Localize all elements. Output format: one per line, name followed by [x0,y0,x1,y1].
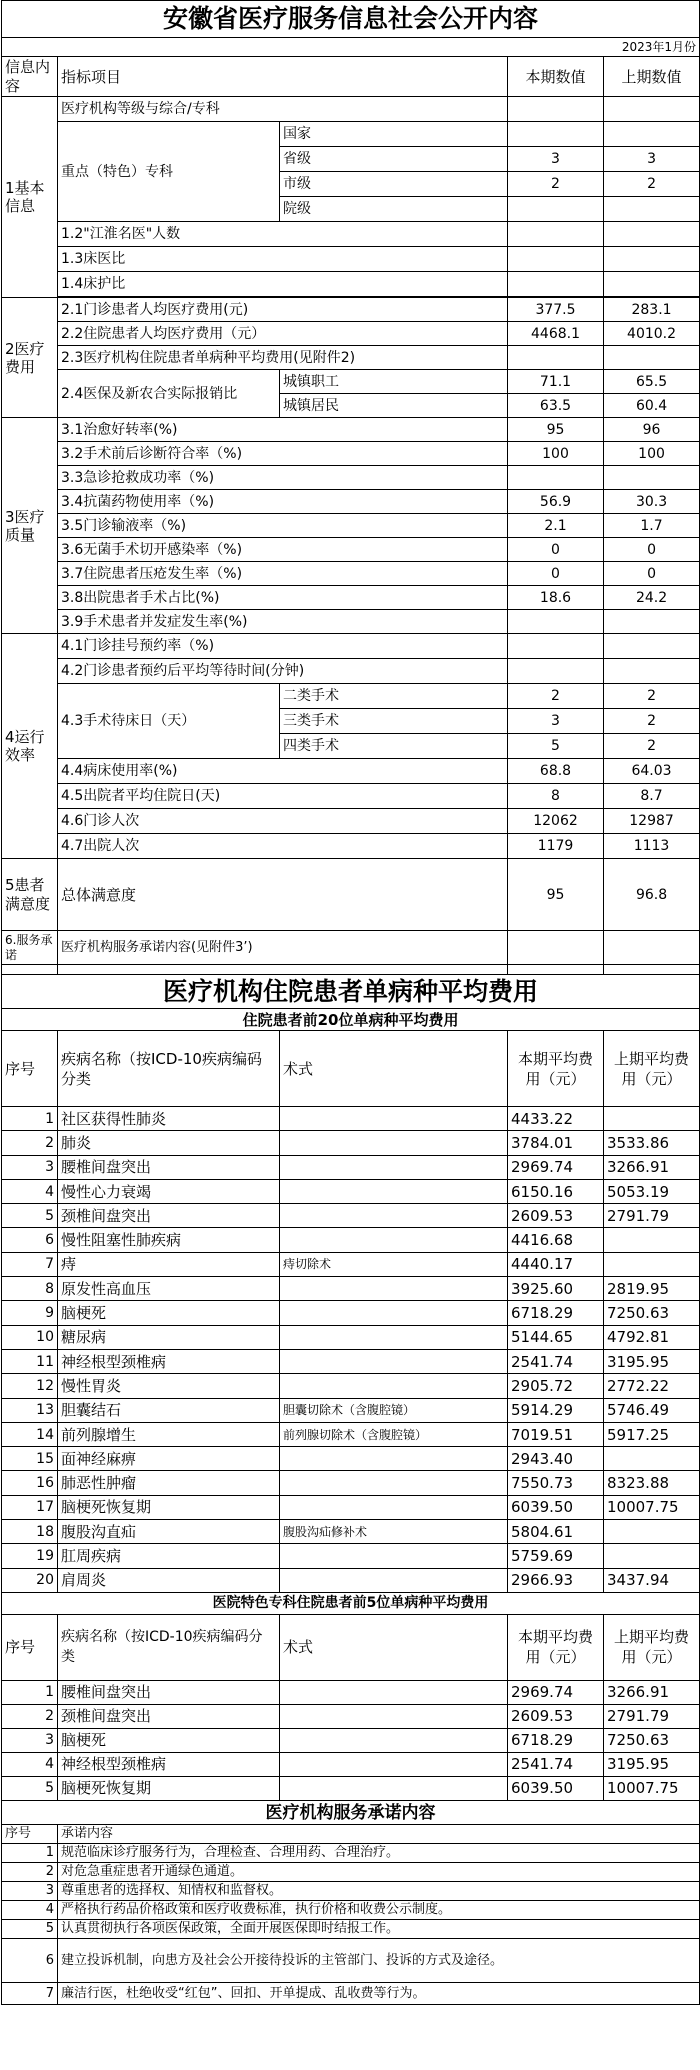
cost-previous: 7250.63 [604,1301,700,1325]
surgery-type [280,1544,508,1568]
value-current: 2.1 [508,514,604,538]
value-current: 63.5 [508,394,604,418]
row-efficiency: 4.6门诊人次 [58,809,508,834]
value-previous: 3 [604,147,700,172]
value-previous: 100 [604,442,700,466]
section-medical-cost: 2医疗费用 [2,298,58,418]
cost-previous: 2772.22 [604,1374,700,1398]
value-previous: 8.7 [604,784,700,809]
col-header-item: 指标项目 [58,57,508,97]
cost-current: 6150.16 [508,1179,604,1203]
cost-current: 2905.72 [508,1374,604,1398]
row-inpatient-cost: 2.2住院患者人均医疗费用（元） [58,322,508,346]
surgery-type [280,1776,508,1800]
row-famous-doctors: 1.2"江淮名医"人数 [58,222,508,247]
surgery-type [280,1728,508,1752]
surgery-type [280,1131,508,1155]
value-previous: 2 [604,172,700,197]
reimburse-type: 城镇居民 [280,394,508,418]
table-row [2,1544,700,1568]
cost-previous: 5053.19 [604,1179,700,1203]
cost-previous: 10007.75 [604,1776,700,1800]
table-row [2,1349,700,1373]
cost-title: 医疗机构住院患者单病种平均费用 [2,975,700,1009]
value-current [508,122,604,147]
col-header-previous: 上期数值 [604,57,700,97]
col-header-surgery: 术式 [280,1031,508,1107]
row-quality: 3.1治愈好转率(%) [58,418,508,442]
row-no: 15 [2,1447,58,1471]
value-previous: 12987 [604,809,700,834]
promise-no: 4 [2,1901,58,1920]
row-no: 11 [2,1349,58,1373]
row-no: 1 [2,1680,58,1704]
level-name: 省级 [280,147,508,172]
row-no: 2 [2,1131,58,1155]
col-header-no: 序号 [2,1614,58,1680]
row-level: 医疗机构等级与综合/专科 [58,97,508,122]
table-row [2,1728,700,1752]
disease-name: 脑梗死 [58,1728,280,1752]
row-no: 14 [2,1422,58,1446]
surgery-type [280,1680,508,1704]
section-satisfaction: 5患者满意度 [2,859,58,931]
row-quality: 3.9手术患者并发症发生率(%) [58,610,508,634]
promise-table [1,1801,700,2006]
value-current: 2 [508,172,604,197]
cost-subtitle-specialty: 医院特色专科住院患者前5位单病种平均费用 [2,1592,700,1614]
disease-name: 面神经麻痹 [58,1447,280,1471]
table-row [2,1422,700,1446]
section-basic-info: 1基本信息 [2,97,58,298]
table-row [2,1520,700,1544]
surgery-type: 胆囊切除术（含腹腔镜） [280,1398,508,1422]
cost-previous: 5917.25 [604,1422,700,1446]
cost-current: 2541.74 [508,1349,604,1373]
row-satisfaction: 总体满意度 [58,859,508,931]
list-item [2,1939,700,1983]
table-row [2,1447,700,1471]
row-quality: 3.6无菌手术切开感染率（%) [58,538,508,562]
cost-current: 4433.22 [508,1107,604,1131]
table-row [2,1374,700,1398]
value-previous [604,610,700,634]
cost-current: 2966.93 [508,1568,604,1592]
row-no: 19 [2,1544,58,1568]
row-no: 1 [2,1107,58,1131]
value-current [508,197,604,222]
row-efficiency: 4.7出院人次 [58,834,508,859]
value-current: 0 [508,562,604,586]
disease-name: 原发性高血压 [58,1277,280,1301]
cost-current: 2609.53 [508,1204,604,1228]
list-item [2,1863,700,1882]
value-previous: 2 [604,734,700,759]
cost-current: 4440.17 [508,1252,604,1276]
row-quality: 3.2手术前后诊断符合率（%) [58,442,508,466]
row-key-specialty: 重点（特色）专科 [58,122,280,222]
cost-current: 3784.01 [508,1131,604,1155]
value-previous: 4010.2 [604,322,700,346]
cost-current: 7019.51 [508,1422,604,1446]
disease-name: 肺炎 [58,1131,280,1155]
value-previous: 0 [604,562,700,586]
cost-previous: 2791.79 [604,1704,700,1728]
value-current: 8 [508,784,604,809]
value-previous: 24.2 [604,586,700,610]
table-row [2,1776,700,1800]
disease-name: 慢性胃炎 [58,1374,280,1398]
page-title: 安徽省医疗服务信息社会公开内容 [2,1,700,38]
row-no: 2 [2,1704,58,1728]
list-item [2,1983,700,2005]
surgery-type [280,1704,508,1728]
row-no: 3 [2,1728,58,1752]
value-previous: 0 [604,538,700,562]
cost-previous: 3266.91 [604,1155,700,1179]
row-quality: 3.7住院患者压疮发生率（%) [58,562,508,586]
value-previous: 1113 [604,834,700,859]
row-bed-nurse-ratio: 1.4床护比 [58,272,508,297]
row-efficiency: 4.4病床使用率(%) [58,759,508,784]
cost-current: 2541.74 [508,1752,604,1776]
cost-previous: 2791.79 [604,1204,700,1228]
value-previous: 96.8 [604,859,700,931]
disease-name: 慢性心力衰竭 [58,1179,280,1203]
value-previous: 283.1 [604,298,700,322]
level-name: 国家 [280,122,508,147]
section-quality: 3医疗质量 [2,418,58,634]
value-current: 18.6 [508,586,604,610]
cost-previous: 3266.91 [604,1680,700,1704]
table-row [2,1398,700,1422]
promise-text: 规范临床诊疗服务行为，合理检查、合理用药、合理治疗。 [58,1844,700,1863]
list-item [2,1844,700,1863]
cost-previous: 3437.94 [604,1568,700,1592]
value-current: 3 [508,147,604,172]
surgery-type: 前列腺切除术（含腹腔镜） [280,1422,508,1446]
surgery-type [280,1301,508,1325]
disease-name: 前列腺增生 [58,1422,280,1446]
cost-previous: 5746.49 [604,1398,700,1422]
row-no: 7 [2,1252,58,1276]
table-row [2,1325,700,1349]
promise-no: 3 [2,1882,58,1901]
cost-current: 4416.68 [508,1228,604,1252]
cost-current: 5144.65 [508,1325,604,1349]
surgery-class: 二类手术 [280,684,508,709]
disease-name: 腰椎间盘突出 [58,1680,280,1704]
row-no: 13 [2,1398,58,1422]
cost-current: 5804.61 [508,1520,604,1544]
row-quality: 3.4抗菌药物使用率（%) [58,490,508,514]
section-service-promise: 6.服务承诺 [2,931,58,965]
disease-name: 颈椎间盘突出 [58,1204,280,1228]
promise-no: 2 [2,1863,58,1882]
disease-name: 糖尿病 [58,1325,280,1349]
row-no: 6 [2,1228,58,1252]
promise-no: 6 [2,1939,58,1983]
value-current: 56.9 [508,490,604,514]
surgery-type: 腹股沟疝修补术 [280,1520,508,1544]
value-current [508,466,604,490]
surgery-type [280,1495,508,1519]
value-previous: 2 [604,709,700,734]
surgery-type [280,1325,508,1349]
table-row [2,1179,700,1203]
list-item [2,1901,700,1920]
table-row [2,1131,700,1155]
surgery-type [280,1107,508,1131]
row-quality: 3.5门诊输液率（%) [58,514,508,538]
table-row [2,1704,700,1728]
value-previous: 60.4 [604,394,700,418]
disease-name: 腰椎间盘突出 [58,1155,280,1179]
col-header-no: 序号 [2,1825,58,1844]
surgery-type [280,1374,508,1398]
cost-current: 3925.60 [508,1277,604,1301]
row-bed-doctor-ratio: 1.3床医比 [58,247,508,272]
row-no: 10 [2,1325,58,1349]
row-no: 12 [2,1374,58,1398]
value-current: 12062 [508,809,604,834]
value-previous: 65.5 [604,370,700,394]
table-row [2,1680,700,1704]
disease-name: 肩周炎 [58,1568,280,1592]
table-row [2,1228,700,1252]
disease-name: 肛周疾病 [58,1544,280,1568]
row-no: 3 [2,1155,58,1179]
cost-current: 5914.29 [508,1398,604,1422]
level-name: 院级 [280,197,508,222]
cost-previous [604,1107,700,1131]
value-previous [604,197,700,222]
col-header-category: 信息内容 [2,57,58,97]
cost-previous: 2819.95 [604,1277,700,1301]
cost-previous: 7250.63 [604,1728,700,1752]
disease-name: 脑梗死 [58,1301,280,1325]
row-no: 4 [2,1752,58,1776]
promise-no: 1 [2,1844,58,1863]
value-current: 4468.1 [508,322,604,346]
table-row [2,1252,700,1276]
cost-current: 5759.69 [508,1544,604,1568]
disease-name: 脑梗死恢复期 [58,1495,280,1519]
value-previous: 2 [604,684,700,709]
promise-title: 医疗机构服务承诺内容 [2,1801,700,1825]
cost-subtitle-top20: 住院患者前20位单病种平均费用 [2,1009,700,1031]
value-current: 95 [508,418,604,442]
table-row [2,1204,700,1228]
cost-current: 6039.50 [508,1776,604,1800]
row-no: 16 [2,1471,58,1495]
row-quality: 3.3急诊抢救成功率（%) [58,466,508,490]
info-table [1,0,700,975]
disease-name: 神经根型颈椎病 [58,1349,280,1373]
row-no: 17 [2,1495,58,1519]
value-current: 2 [508,684,604,709]
table-row [2,1107,700,1131]
row-wait-time: 4.2门诊患者预约后平均等待时间(分钟) [58,659,508,684]
surgery-type [280,1228,508,1252]
value-previous: 64.03 [604,759,700,784]
col-header-previous-cost: 上期平均费用（元） [604,1031,700,1107]
surgery-class: 三类手术 [280,709,508,734]
value-previous [604,466,700,490]
disease-name: 肺恶性肿瘤 [58,1471,280,1495]
value-current: 68.8 [508,759,604,784]
report-period: 2023年1月份 [2,38,700,57]
cost-current: 6718.29 [508,1728,604,1752]
cost-current: 7550.73 [508,1471,604,1495]
reimburse-type: 城镇职工 [280,370,508,394]
surgery-type [280,1204,508,1228]
table-row [2,1277,700,1301]
row-no: 4 [2,1179,58,1203]
value-current: 3 [508,709,604,734]
value-previous [604,122,700,147]
disease-name: 颈椎间盘突出 [58,1704,280,1728]
disease-name: 痔 [58,1252,280,1276]
col-header-current-cost: 本期平均费用（元） [508,1031,604,1107]
value-current: 100 [508,442,604,466]
promise-text: 严格执行药品价格政策和医疗收费标准，执行价格和收费公示制度。 [58,1901,700,1920]
disease-name: 脑梗死恢复期 [58,1776,280,1800]
disease-name: 胆囊结石 [58,1398,280,1422]
cost-current: 2609.53 [508,1704,604,1728]
row-appointment-rate: 4.1门诊挂号预约率（%) [58,634,508,659]
value-previous: 30.3 [604,490,700,514]
col-header-disease: 疾病名称（按ICD-10疾病编码分类 [58,1031,280,1107]
cost-previous [604,1447,700,1471]
cost-previous: 10007.75 [604,1495,700,1519]
row-no: 9 [2,1301,58,1325]
surgery-type [280,1179,508,1203]
disease-name: 神经根型颈椎病 [58,1752,280,1776]
col-header-content: 承诺内容 [58,1825,700,1844]
col-header-previous-cost: 上期平均费用（元） [604,1614,700,1680]
value-current: 0 [508,538,604,562]
promise-text: 对危急重症患者开通绿色通道。 [58,1863,700,1882]
row-no: 18 [2,1520,58,1544]
col-header-current-cost: 本期平均费用（元） [508,1614,604,1680]
row-quality: 3.8出院患者手术占比(%) [58,586,508,610]
col-header-current: 本期数值 [508,57,604,97]
promise-text: 尊重患者的选择权、知情权和监督权。 [58,1882,700,1901]
cost-previous [604,1520,700,1544]
row-efficiency: 4.5出院者平均住院日(天) [58,784,508,809]
value-current: 71.1 [508,370,604,394]
table-row [2,1471,700,1495]
promise-text: 建立投诉机制，向患方及社会公开接待投诉的主管部门、投诉的方式及途径。 [58,1939,700,1983]
cost-current: 2943.40 [508,1447,604,1471]
cost-current: 6039.50 [508,1495,604,1519]
promise-text: 廉洁行医，杜绝收受“红包”、回扣、开单提成、乱收费等行为。 [58,1983,700,2005]
cost-previous: 8323.88 [604,1471,700,1495]
cost-table [1,975,700,1801]
surgery-type [280,1447,508,1471]
table-row [2,1301,700,1325]
surgery-type [280,1277,508,1301]
cost-previous: 4792.81 [604,1325,700,1349]
table-row [2,1752,700,1776]
table-row [2,1495,700,1519]
row-no: 5 [2,1204,58,1228]
table-row [2,1568,700,1592]
disease-name: 社区获得性肺炎 [58,1107,280,1131]
surgery-class: 四类手术 [280,734,508,759]
disease-name: 腹股沟直疝 [58,1520,280,1544]
value-current [508,610,604,634]
cost-previous: 3195.95 [604,1752,700,1776]
row-no: 5 [2,1776,58,1800]
surgery-type [280,1752,508,1776]
disease-name: 慢性阻塞性肺疾病 [58,1228,280,1252]
row-surgery-wait: 4.3手术待床日（天） [58,684,280,759]
row-no: 8 [2,1277,58,1301]
section-efficiency: 4运行效率 [2,634,58,859]
surgery-type [280,1155,508,1179]
col-header-no: 序号 [2,1031,58,1107]
row-no: 20 [2,1568,58,1592]
surgery-type [280,1349,508,1373]
level-name: 市级 [280,172,508,197]
cost-previous [604,1252,700,1276]
value-current: 5 [508,734,604,759]
table-row [2,1155,700,1179]
surgery-type [280,1568,508,1592]
cost-current: 2969.74 [508,1680,604,1704]
cost-current: 2969.74 [508,1155,604,1179]
row-reimbursement: 2.4医保及新农合实际报销比 [58,370,280,418]
value-previous: 1.7 [604,514,700,538]
cost-previous: 3533.86 [604,1131,700,1155]
row-service-promise: 医疗机构服务承诺内容(见附件3’) [58,931,508,965]
surgery-type [280,1471,508,1495]
list-item [2,1920,700,1939]
cost-current: 6718.29 [508,1301,604,1325]
promise-no: 7 [2,1983,58,2005]
col-header-surgery: 术式 [280,1614,508,1680]
list-item [2,1882,700,1901]
cost-previous: 3195.95 [604,1349,700,1373]
value-current: 1179 [508,834,604,859]
row-outpatient-cost: 2.1门诊患者人均医疗费用(元) [58,298,508,322]
surgery-type: 痔切除术 [280,1252,508,1276]
cost-previous [604,1544,700,1568]
col-header-disease: 疾病名称（按ICD-10疾病编码分类 [58,1614,280,1680]
cost-previous [604,1228,700,1252]
promise-text: 认真贯彻执行各项医保政策，全面开展医保即时结报工作。 [58,1920,700,1939]
promise-no: 5 [2,1920,58,1939]
value-current: 95 [508,859,604,931]
row-single-disease-cost: 2.3医疗机构住院患者单病种平均费用(见附件2) [58,346,508,370]
value-previous: 96 [604,418,700,442]
value-current: 377.5 [508,298,604,322]
